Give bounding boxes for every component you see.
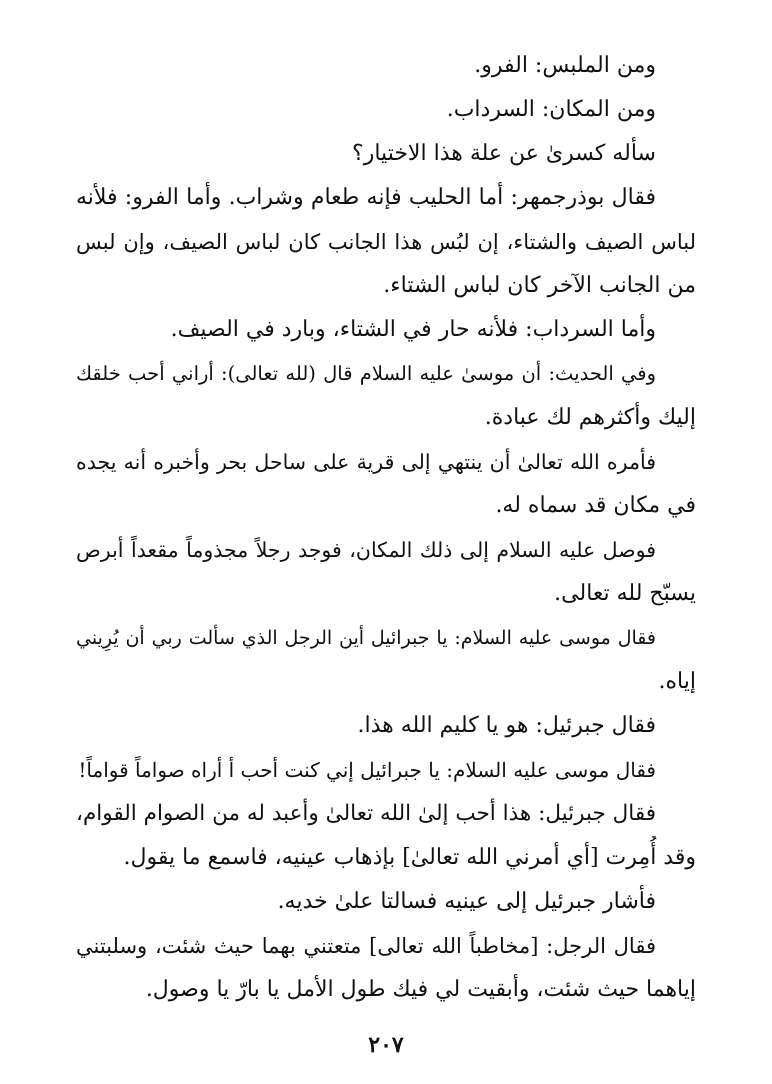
text-line: وفي الحديث: أن موسىٰ عليه السلام قال (لله تعالى): أراني أحب خلقك — [76, 362, 656, 385]
text-line: إليك وأكثرهم لك عبادة. — [484, 405, 696, 430]
text-line: فقال الرجل: [مخاطباً الله تعالى] متعتني بهما حيث شئت، وسلبتني — [76, 934, 656, 958]
page-number: ٢٠٧ — [368, 1032, 404, 1058]
text-line: ومن الملبس: الفرو. — [474, 53, 656, 78]
text-line: فأمره الله تعالىٰ أن ينتهي إلى قرية على ساحل بحر وأخبره أنه يجده — [76, 450, 656, 474]
text-line: فوصل عليه السلام إلى ذلك المكان، فوجد رجلاً مجذوماً مقعداً أبرص — [76, 538, 656, 562]
text-line: فقال موسى عليه السلام: يا جبرائيل أين الرجل الذي سألت ربي أن يُرِيني — [76, 627, 656, 649]
text-line: فقال جبرئيل: هذا أحب إلىٰ الله تعالىٰ وأعبد له من الصوام القوام، — [76, 801, 656, 826]
text-line: وقد أُمِرت [أي أمرني الله تعالىٰ] بإذهاب عينيه، فاسمع ما يقول. — [123, 845, 696, 870]
text-line: فقال بوذرجمهر: أما الحليب فإنه طعام وشراب. وأما الفرو: فلأنه — [76, 185, 656, 210]
text-line: من الجانب الآخر كان لباس الشتاء. — [383, 273, 696, 298]
text-line: إياهما حيث شئت، وأبقيت لي فيك طول الأمل يا بارّ يا وصول. — [145, 977, 696, 1002]
text-line: سأله كسرىٰ عن علة هذا الاختيار؟ — [352, 141, 656, 166]
text-line: وأما السرداب: فلأنه حار في الشتاء، وبارد في الصيف. — [170, 317, 656, 342]
text-line: يسبّح لله تعالى. — [554, 581, 696, 606]
text-line: في مكان قد سماه له. — [495, 493, 696, 518]
text-line: إياه. — [658, 669, 696, 694]
text-line: فأشار جبرئيل إلى عينيه فسالتا علىٰ خديه. — [277, 889, 656, 914]
text-line: ومن المكان: السرداب. — [446, 97, 656, 122]
text-line: لباس الصيف والشتاء، إن لبُس هذا الجانب كان لباس الصيف، وإن لبس — [76, 230, 696, 254]
text-line: فقال موسى عليه السلام: يا جبرائيل إني كنت أحب أ أراه صواماً قواماً! — [78, 758, 656, 782]
page-body — [76, 44, 696, 1004]
text-line: فقال جبرئيل: هو يا كليم الله هذا. — [357, 713, 656, 738]
